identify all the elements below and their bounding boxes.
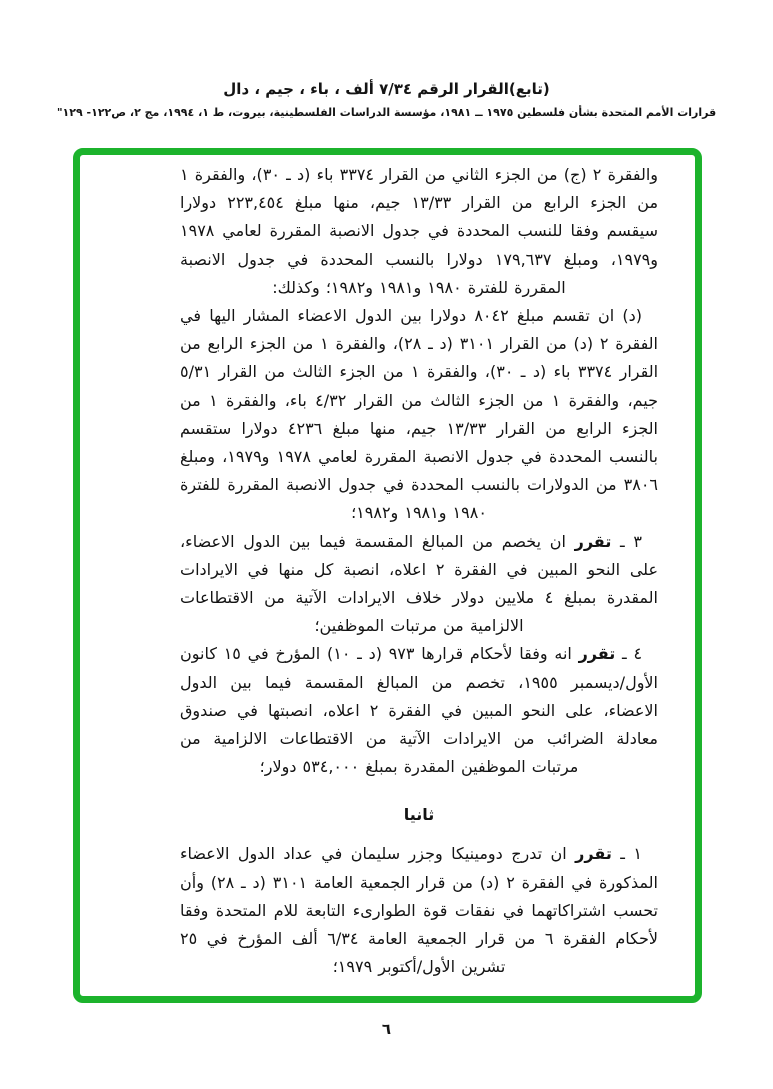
text-run: انه وفقا لأحكام قرارها ٩٧٣ (د ـ ١٠) المؤرخ في ١٥ كانون الأول/ديسمبر ١٩٥٥، تخصم من المبالغ المقسمة فيما بين الدول الاعضاء، على النحو المبين في الفقرة ٢ اعلاه، انصبتها في صندوق معادلة الضرائب من الايرادات الآتية من الاقتطاعات الالزامية من مرتبات الموظفين المقدرة بمبلغ ٥٣٤,٠٠٠ دولار؛: [180, 644, 658, 777]
section-heading: ثانيا: [403, 805, 435, 825]
decision-keyword: تقرر: [574, 531, 612, 551]
page-header: [0, 80, 773, 119]
decision-keyword: تقرر: [578, 644, 616, 664]
page-number: ٦: [381, 1020, 392, 1038]
paragraph: [180, 840, 658, 981]
decision-keyword: تقرر: [575, 844, 612, 864]
text-run: ٣ ـ: [611, 531, 643, 551]
paragraph: [180, 302, 658, 528]
paragraph: [180, 528, 658, 641]
text-run: ١ ـ: [611, 844, 643, 864]
text-run: والفقرة ٢ (ج) من الجزء الثاني من القرار ٣٣٧٤ باء (د ـ ٣٠)، والفقرة ١ من الجزء الرابع من القرار ١٣/٣٣ جيم، منها مبلغ ٢٢٣,٤٥٤ دولارا سيقسم وفقا للنسب المحددة في جدول الانصبة المقررة لعامي ١٩٧٨ و١٩٧٩، ومبلغ ١٧٩,٦٣٧ دولارا بالنسب المحددة في جدول الانصبة المقررة للفترة ١٩٨٠ و١٩٨١ و١٩٨٢؛ وكذلك:: [180, 165, 659, 297]
text-run: ٤ ـ: [615, 644, 643, 664]
source-citation: قرارات الأمم المتحدة بشأن فلسطين ١٩٧٥ ــ ١٩٨١، مؤسسة الدراسات الفلسطينية، بيروت، ط ١، ١٩٩٤، مج ٢، ص١٢٢- ١٢٩": [56, 106, 717, 119]
text-run: (د) ان تقسم مبلغ ٨٠٤٢ دولارا بين الدول الاعضاء المشار اليها في الفقرة ٢ (د) من القرار ٣١٠١ (د ـ ٢٨)، والفقرة ١ من الجزء الرابع من القرار ٣٣٧٤ باء (د ـ ٣٠)، والفقرة ١ من الجزء الثالث من القرار ٥/٣١ جيم، والفقرة ١ من الجزء الثالث من القرار ٤/٣٢ باء، والفقرة ١ من الجزء الرابع من القرار ١٣/٣٣ جيم، منها مبلغ ٤٢٣٦ دولارا ستقسم بالنسب المحددة في جدول الانصبة المقررة لعامي ١٩٧٨ و١٩٧٩، ومبلغ ٣٨٠٦ من الدولارات بالنسب المحددة في جدول الانصبة المقررة للفترة ١٩٨٠ و١٩٨١ و١٩٨٢؛: [180, 306, 659, 523]
resolution-title: (تابع)القرار الرقم ٧/٣٤ ألف ، باء ، جيم ، دال: [223, 80, 550, 98]
text-run: ان تدرج دومينيكا وجزر سليمان في عداد الدول الاعضاء المذكورة في الفقرة ٢ (د) من قرار الجمعية العامة ٣١٠١ (د ـ ٢٨) وأن تحسب اشتراكاتهما في نفقات قوة الطوارىء التابعة للام المتحدة وفقا لأحكام الفقرة ٦ من قرار الجمعية العامة ٦/٣٤ ألف المؤرخ في ٢٥ تشرين الأول/أكتوبر ١٩٧٩؛: [180, 844, 659, 977]
paragraph: [180, 161, 658, 302]
paragraph: [180, 640, 658, 781]
text-run: ان يخصم من المبالغ المقسمة فيما بين الدول الاعضاء، على النحو المبين في الفقرة ٢ اعلاه، انصبة كل منها في الايرادات المقدرة بمبلغ ٤ ملايين دولار خلاف الايرادات الآتية من الاقتطاعات الالزامية من مرتبات الموظفين؛: [180, 531, 659, 636]
document-body: [180, 161, 658, 981]
